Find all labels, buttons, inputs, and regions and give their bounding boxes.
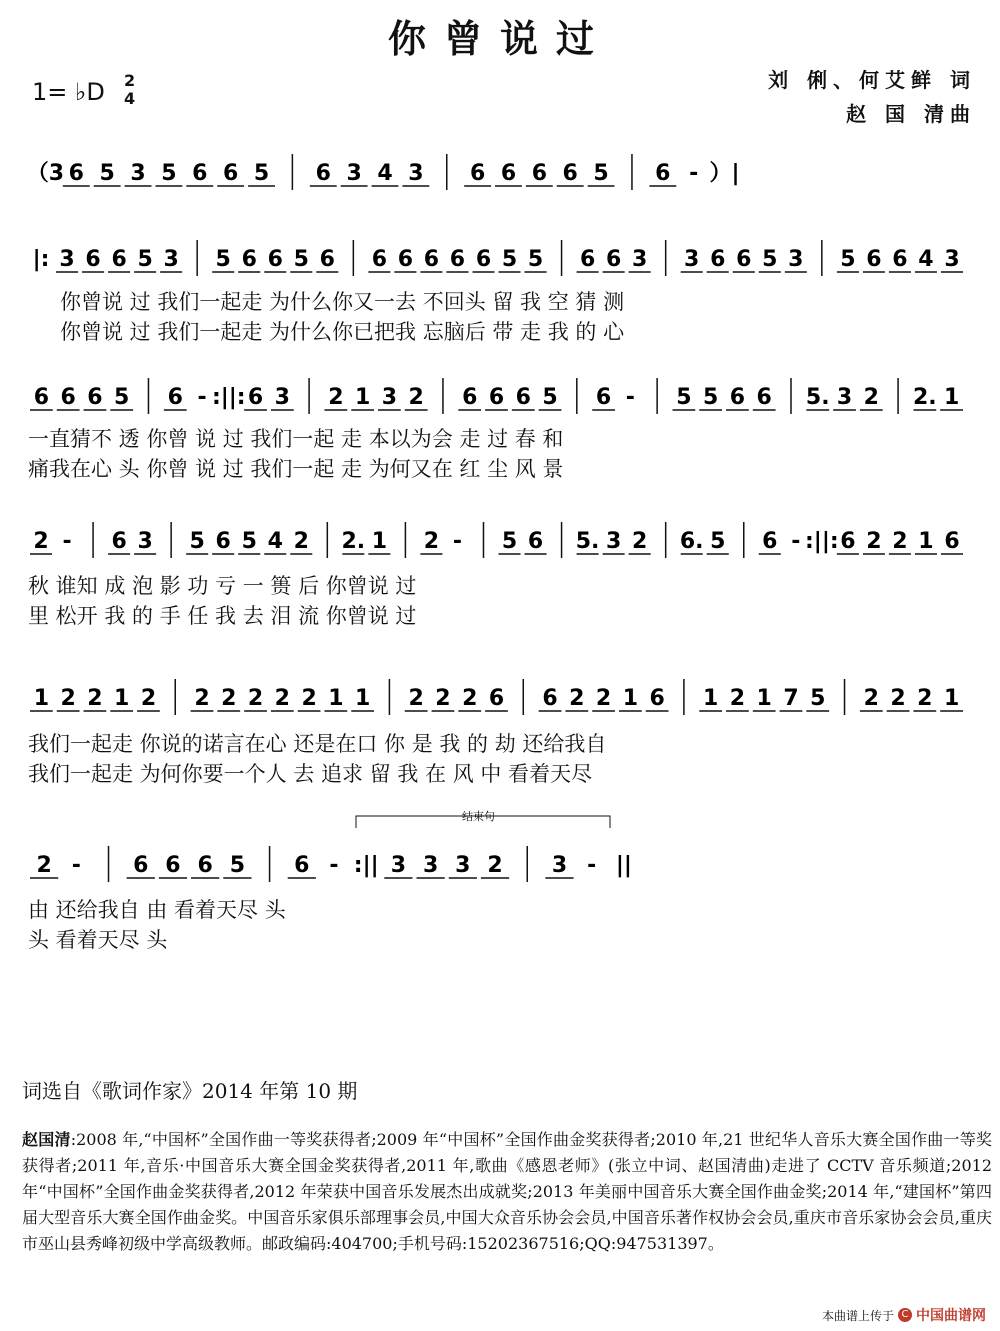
note: 6 — [423, 247, 440, 272]
composer-credit: 赵 国 清曲 — [846, 102, 976, 126]
note: 1 — [918, 529, 934, 554]
note: 2 — [487, 853, 503, 878]
note: 3 — [137, 529, 153, 554]
note: 6 — [729, 385, 746, 410]
note: 2 — [866, 529, 882, 554]
note: 2 — [194, 686, 210, 711]
note: 5 — [703, 385, 719, 410]
note: 5 — [527, 247, 544, 272]
note: 6 — [944, 529, 960, 554]
site-name[interactable]: 中国曲谱网 — [916, 1308, 986, 1324]
note: 6 — [197, 853, 213, 878]
note: 2 — [917, 686, 933, 711]
note: 6 — [866, 247, 882, 272]
note: 6 — [111, 247, 127, 272]
note: 3 — [788, 247, 804, 272]
note: 6 — [247, 385, 264, 410]
note: - — [689, 161, 699, 186]
note: 6 — [655, 161, 671, 186]
note: - — [197, 385, 207, 410]
note: 1 — [703, 686, 719, 711]
note: 5 — [99, 161, 115, 186]
note: 6 — [488, 686, 505, 711]
note: 5 — [593, 161, 609, 186]
repeat-sign: |: — [32, 247, 50, 272]
note: - — [71, 853, 81, 878]
note: 6 — [267, 247, 283, 272]
note: 3 — [944, 247, 960, 272]
note: 1 — [943, 686, 960, 711]
lyrics-row2-verse1: 一直猜不 透 你曾 说 过 我们一起 走 本以为会 走 过 春 和 — [28, 427, 564, 451]
note: 3 — [390, 853, 407, 878]
note: 3 — [59, 247, 75, 272]
note: 3 — [455, 853, 471, 878]
lyrics-row3-verse2: 里 松开 我 的 手 任 我 去 泪 流 你曾说 过 — [28, 604, 417, 628]
note: - — [625, 385, 635, 410]
note: 6 — [531, 161, 548, 186]
note: 3 — [130, 161, 146, 186]
note: 5 — [114, 385, 130, 410]
note: - — [587, 853, 597, 878]
note: 5 — [840, 247, 856, 272]
note: 3 — [836, 385, 853, 410]
meter-top: 2 — [124, 71, 136, 90]
note: 2 — [301, 686, 317, 711]
note: 6 — [762, 529, 778, 554]
note: - — [62, 529, 72, 554]
site-logo-icon: C — [898, 1308, 912, 1322]
note: 6 — [165, 853, 181, 878]
note: 6 — [449, 247, 466, 272]
note: 2. — [913, 385, 937, 410]
note: 3 — [605, 529, 622, 554]
note: 3 — [346, 161, 362, 186]
note: 6 — [579, 247, 596, 272]
note: 2 — [140, 686, 157, 711]
note: 6 — [371, 247, 388, 272]
note: 6 — [87, 385, 103, 410]
note: 6 — [60, 385, 76, 410]
note: 5 — [676, 385, 692, 410]
note: （3 — [26, 161, 65, 186]
note: 6 — [68, 161, 84, 186]
note: 6 — [397, 247, 414, 272]
lyrics-row3-verse1: 秋 谁知 成 泡 影 功 亏 一 篑 后 你曾说 过 — [28, 574, 417, 598]
note: 5 — [762, 247, 778, 272]
note: 1 — [354, 385, 371, 410]
note: 3 — [551, 853, 568, 878]
note: 6 — [33, 385, 50, 410]
note: 2 — [631, 529, 648, 554]
note: 2 — [33, 529, 49, 554]
note: 5 — [501, 247, 518, 272]
note: 6 — [527, 529, 544, 554]
note: 6 — [475, 247, 492, 272]
repeat-sign: ）| — [709, 161, 740, 186]
note: 3 — [631, 247, 648, 272]
note: 3 — [422, 853, 439, 878]
note: 5 — [501, 529, 518, 554]
note: 4 — [377, 161, 393, 186]
lyrics-row5-verse1: 由 还给我自 由 看着天尽 头 — [28, 898, 286, 922]
note: 6 — [469, 161, 486, 186]
note: 3 — [408, 161, 424, 186]
note: 2 — [462, 686, 478, 711]
note: 5. — [575, 529, 600, 554]
note: 1 — [622, 686, 639, 711]
note: 1 — [943, 385, 960, 410]
note: 3 — [381, 385, 398, 410]
note: 5 — [241, 529, 257, 554]
note: 6 — [710, 247, 726, 272]
note: 6 — [294, 853, 310, 878]
note: 5 — [293, 247, 309, 272]
note: 6 — [241, 247, 257, 272]
note: 4 — [267, 529, 283, 554]
note: 6 — [319, 247, 335, 272]
note: 2. — [341, 529, 366, 554]
note: 6 — [85, 247, 101, 272]
note: 6 — [167, 385, 183, 410]
footer-credit — [822, 1305, 986, 1325]
note: 5 — [542, 385, 558, 410]
lyrics-row2-verse2: 痛我在心 头 你曾 说 过 我们一起 走 为何又在 红 尘 风 景 — [28, 457, 564, 481]
note: 1 — [114, 686, 130, 711]
repeat-sign: || — [615, 853, 632, 878]
note: 6 — [111, 529, 127, 554]
note: 6 — [215, 529, 231, 554]
note: - — [452, 529, 463, 554]
note: 6 — [192, 161, 208, 186]
lyrics-row4-verse1: 我们一起走 你说的诺言在心 还是在口 你 是 我 的 劫 还给我自 — [28, 732, 607, 756]
meter-bottom: 4 — [124, 89, 136, 108]
note: 2 — [435, 686, 451, 711]
note: 1 — [328, 686, 344, 711]
note: 5 — [161, 161, 177, 186]
note: 3 — [274, 385, 290, 410]
note: 2 — [890, 686, 906, 711]
note: 2 — [293, 529, 309, 554]
composer-bio — [22, 1127, 992, 1257]
note: 2 — [892, 529, 908, 554]
note: 2 — [247, 686, 264, 711]
note: 2 — [423, 529, 440, 554]
note: 6 — [542, 686, 558, 711]
note: 2 — [408, 686, 424, 711]
note: 6 — [736, 247, 752, 272]
note: 6 — [649, 686, 665, 711]
note: 6. — [679, 529, 704, 554]
footer-uploaded-label: 本曲谱上传于 — [821, 1308, 894, 1323]
note: 2 — [60, 686, 76, 711]
note: 2 — [87, 686, 103, 711]
note: 2 — [569, 686, 585, 711]
note: 5 — [253, 161, 270, 186]
note: 6 — [462, 385, 478, 410]
note: 2 — [221, 686, 237, 711]
note: 5. — [805, 385, 830, 410]
note: 5 — [189, 529, 205, 554]
repeat-sign: :|| — [353, 853, 379, 878]
note: 6 — [595, 385, 612, 410]
note: 6 — [515, 385, 531, 410]
lyrics-source: 词选自《歌词作家》2014 年第 10 期 — [22, 1079, 358, 1103]
note: 6 — [605, 247, 622, 272]
note: 2 — [863, 385, 879, 410]
note: 2 — [595, 686, 612, 711]
note: 5 — [137, 247, 153, 272]
note: 6 — [756, 385, 772, 410]
note: 6 — [500, 161, 517, 186]
note: 6 — [222, 161, 239, 186]
repeat-sign: :||: — [211, 385, 246, 410]
note: 7 — [783, 686, 799, 711]
note: 6 — [840, 529, 856, 554]
note: 5 — [229, 853, 246, 878]
lyrics-row1-verse2: 你曾说 过 我们一起走 为什么你已把我 忘脑后 带 走 我 的 心 — [60, 320, 625, 344]
note: 6 — [315, 161, 331, 186]
note: 2 — [863, 686, 879, 711]
score-title: 你曾说过 — [387, 16, 612, 61]
note: 5 — [215, 247, 231, 272]
repeat-sign: :||: — [805, 529, 839, 554]
note: 2 — [328, 385, 344, 410]
note: - — [329, 853, 339, 878]
note: 2 — [729, 686, 746, 711]
lyricist-credit: 刘 俐、何艾鲜 词 — [768, 68, 976, 92]
note: 1 — [371, 529, 388, 554]
note: 5 — [710, 529, 726, 554]
note: 1 — [756, 686, 772, 711]
note: 6 — [892, 247, 908, 272]
note: 2 — [274, 686, 290, 711]
lyrics-row4-verse2: 我们一起走 为何你要一个人 去 追求 留 我 在 风 中 看着天尽 — [28, 762, 593, 786]
note: 2 — [408, 385, 424, 410]
bio-name: 赵国清 — [22, 1130, 71, 1149]
note: - — [791, 529, 801, 554]
lyrics-row5-verse2: 头 看着天尽 头 — [28, 928, 168, 952]
note: 3 — [684, 247, 700, 272]
note: 1 — [354, 686, 371, 711]
note: 5 — [810, 686, 826, 711]
ending-label: 结束句 — [462, 810, 495, 823]
note: 6 — [562, 161, 578, 186]
key-signature: 1= ♭D — [32, 78, 105, 106]
note: 6 — [133, 853, 149, 878]
note: 6 — [488, 385, 505, 410]
note: 2 — [36, 853, 52, 878]
bio-text: :2008 年,“中国杯”全国作曲一等奖获得者;2009 年“中国杯”全国作曲金奖获得者;2010 年,21 世纪华人音乐大赛全国作曲一等奖获得者;2011 年,音乐·中国音乐大赛全国金奖获得者,2011 年,歌曲《感恩老师》(张立中词、赵国清曲)走进了 CCTV 音乐频道;2012 年“中国杯”全国作曲金奖获得者,2012 年荣获中国音乐发展杰出成就奖;2013 年美丽中国音乐大赛全国作曲金奖;2014 年,“建国杯”第四届大型音乐大赛全国作曲金奖。中国音乐家俱乐部理事会员,中国大众音乐协会会员,中国音乐著作权协会会员,重庆市音乐家协会会员,重庆市巫山县秀峰初级中学高级教师。邮政编码:404700;手机号码:15202367516;QQ:947531397。 — [22, 1130, 992, 1253]
note: 4 — [918, 247, 934, 272]
note: 1 — [33, 686, 50, 711]
lyrics-row1-verse1: 你曾说 过 我们一起走 为什么你又一去 不回头 留 我 空 猜 测 — [60, 290, 625, 314]
note: 3 — [163, 247, 179, 272]
